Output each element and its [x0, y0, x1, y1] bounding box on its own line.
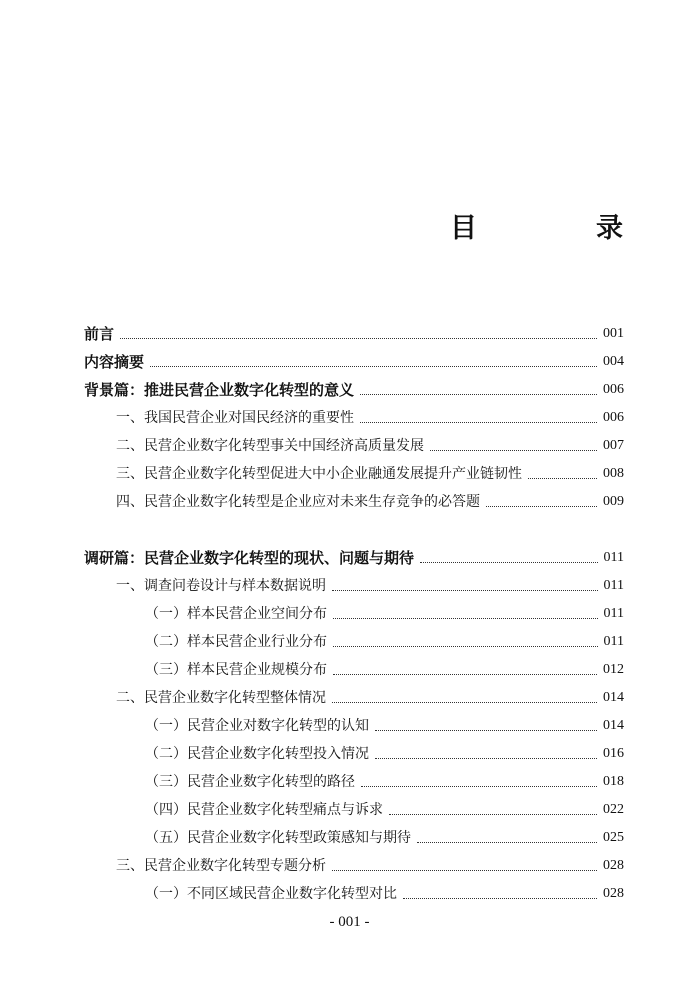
toc-entry-label: 前言: [84, 325, 115, 343]
dot-leader: [360, 394, 597, 395]
toc-entry[interactable]: [84, 852, 624, 876]
toc-entry-label: （三）民营企业数字化转型的路径: [145, 774, 355, 790]
toc-entry[interactable]: [84, 544, 624, 568]
toc-entry-page: 018: [603, 774, 624, 789]
dot-leader: [403, 898, 597, 899]
dot-leader: [150, 366, 597, 367]
dot-leader: [528, 478, 597, 479]
toc-entry-label: （五）民营企业数字化转型政策感知与期待: [145, 830, 411, 846]
toc-entry[interactable]: [84, 796, 624, 820]
dot-leader: [332, 590, 598, 591]
toc-entry-label: （一）不同区域民营企业数字化转型对比: [145, 886, 397, 902]
toc-entry-page: 008: [603, 466, 624, 481]
toc-entry-label: 一、我国民营企业对国民经济的重要性: [116, 410, 354, 426]
toc-entry-page: 007: [603, 438, 624, 453]
toc-entry-label: 二、民营企业数字化转型整体情况: [116, 690, 326, 706]
dot-leader: [375, 758, 597, 759]
dot-leader: [361, 786, 597, 787]
toc-entry-page: 016: [603, 746, 624, 761]
toc-entry[interactable]: [84, 432, 624, 456]
toc-entry-page: 001: [603, 326, 624, 341]
toc-entry[interactable]: [84, 740, 624, 764]
dot-leader: [420, 562, 598, 563]
page-title: 目 录: [450, 213, 669, 244]
toc-entry[interactable]: [84, 348, 624, 372]
toc-entry-page: 006: [603, 410, 624, 425]
toc-entry[interactable]: [84, 824, 624, 848]
toc-entry-label: （一）民营企业对数字化转型的认知: [145, 718, 369, 734]
toc-entry-label: 调研篇：民营企业数字化转型的现状、问题与期待: [84, 549, 415, 567]
toc-entry-page: 028: [603, 886, 624, 901]
dot-leader: [332, 702, 597, 703]
toc-entry-label: （二）民营企业数字化转型投入情况: [145, 746, 369, 762]
toc-entry[interactable]: [84, 656, 624, 680]
toc-entry[interactable]: [84, 712, 624, 736]
toc-entry[interactable]: [84, 488, 624, 512]
dot-leader: [333, 646, 598, 647]
toc-entry-page: 022: [603, 802, 624, 817]
dot-leader: [333, 674, 597, 675]
toc-entry-page: 011: [603, 550, 624, 565]
toc-entry-page: 004: [603, 354, 624, 369]
toc-entry-label: 内容摘要: [84, 353, 145, 371]
toc-entry-page: 011: [603, 578, 624, 593]
toc-entry-label: 三、民营企业数字化转型专题分析: [116, 858, 326, 874]
dot-leader: [360, 422, 597, 423]
dot-leader: [389, 814, 597, 815]
toc-entry-page: 009: [603, 494, 624, 509]
toc-entry-label: 背景篇：推进民营企业数字化转型的意义: [84, 381, 355, 399]
toc-entry[interactable]: [84, 600, 624, 624]
toc-entry[interactable]: [84, 768, 624, 792]
dot-leader: [120, 338, 597, 339]
toc-entry-page: 011: [603, 606, 624, 621]
toc-entry-page: 028: [603, 858, 624, 873]
dot-leader: [430, 450, 597, 451]
toc-entry[interactable]: [84, 404, 624, 428]
toc-entry[interactable]: [84, 628, 624, 652]
toc-entry[interactable]: [84, 320, 624, 344]
toc-entry-label: 一、调查问卷设计与样本数据说明: [116, 578, 326, 594]
toc-entry[interactable]: [84, 684, 624, 708]
page-number: - 001 -: [329, 914, 370, 930]
toc-entry[interactable]: [84, 572, 624, 596]
toc-entry-label: 四、民营企业数字化转型是企业应对未来生存竞争的必答题: [116, 494, 480, 510]
toc-entry-label: 三、民营企业数字化转型促进大中小企业融通发展提升产业链韧性: [116, 466, 522, 482]
toc-entry-label: 二、民营企业数字化转型事关中国经济高质量发展: [116, 438, 424, 454]
dot-leader: [333, 618, 598, 619]
toc-entry-page: 006: [603, 382, 624, 397]
toc-entry-label: （三）样本民营企业规模分布: [145, 662, 327, 678]
dot-leader: [417, 842, 597, 843]
toc-entry-label: （四）民营企业数字化转型痛点与诉求: [145, 802, 383, 818]
toc-entry-page: 012: [603, 662, 624, 677]
toc-entry-page: 014: [603, 718, 624, 733]
toc-entry-page: 025: [603, 830, 624, 845]
toc-entry-page: 014: [603, 690, 624, 705]
toc-entry-page: 011: [603, 634, 624, 649]
toc-entry-label: （二）样本民营企业行业分布: [145, 634, 327, 650]
toc-entry[interactable]: [84, 880, 624, 904]
dot-leader: [375, 730, 597, 731]
toc-entry[interactable]: [84, 376, 624, 400]
dot-leader: [486, 506, 597, 507]
toc-entry-label: （一）样本民营企业空间分布: [145, 606, 327, 622]
dot-leader: [332, 870, 597, 871]
toc-entry[interactable]: [84, 460, 624, 484]
